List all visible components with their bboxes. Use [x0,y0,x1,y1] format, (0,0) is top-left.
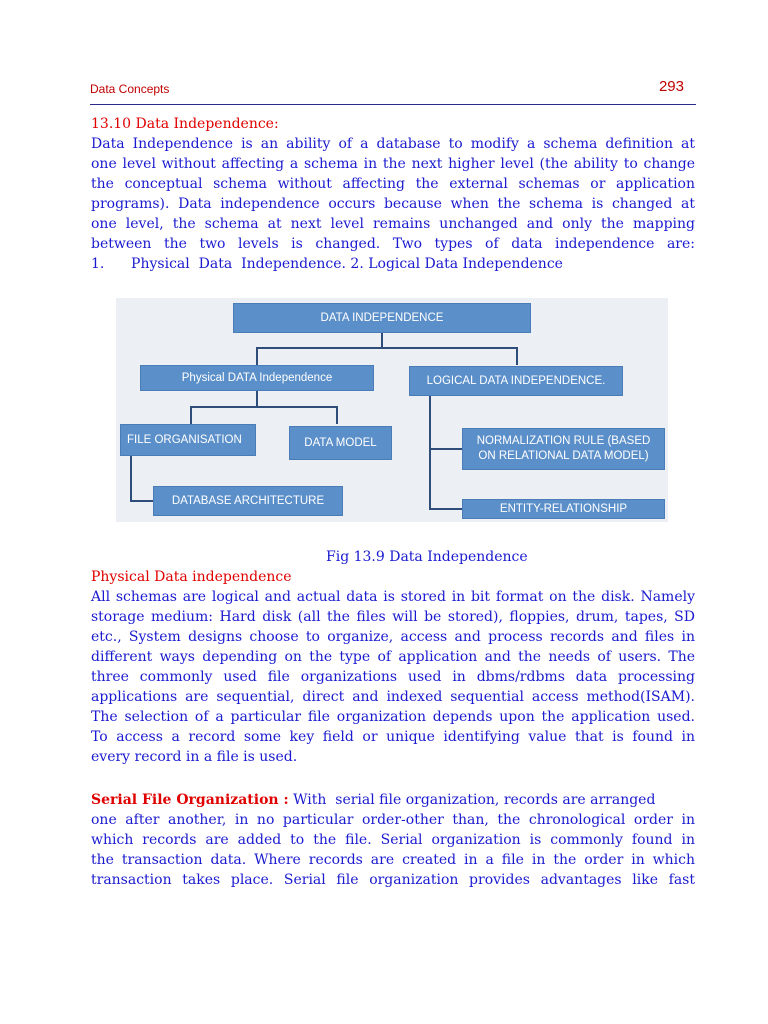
connector [256,347,258,365]
section-13-10 [91,114,695,274]
paragraph-line: All schemas are logical and actual data is stored in bit format on the disk. Namely [91,589,695,605]
connector [516,347,518,365]
connector [190,406,338,408]
connector [130,456,132,502]
entity-relationship-box: ENTITY-RELATIONSHIP [462,499,665,519]
intro-line: programs). Data independence occurs because when the schema is changed at [91,196,695,212]
connector [256,391,258,407]
database-architecture-box: DATABASE ARCHITECTURE [153,486,343,516]
physical-independence-box: Physical DATA Independence [140,365,374,391]
file-organisation-box: FILE ORGANISATION [120,424,256,456]
paragraph-line: the transaction data. Where records are created in a file in the order in which [91,852,695,868]
serial-file-organization-section [91,790,695,890]
paragraph-line: storage medium: Hard disk (all the files will be stored), floppies, drum, tapes, SD [91,609,695,625]
intro-line: one level without affecting a schema in the next higher level (the ability to change [91,156,695,172]
intro-line: the conceptual schema without affecting the external schemas or application [91,176,695,192]
paragraph-line: which records are added to the file. Serial organization is commonly found in [91,832,695,848]
connector [190,406,192,424]
normalization-line-1: NORMALIZATION RULE (BASED [476,435,651,447]
paragraph-line: transaction takes place. Serial file organization provides advantages like fast [91,872,695,888]
paragraph-line: To access a record some key field or unique identifying value that is found in [91,729,695,745]
running-title: Data Concepts [90,82,170,96]
types-line: 1. Physical Data Independence. 2. Logical Data Independence [91,256,563,272]
paragraph-line: three commonly used file organizations used in dbms/rdbms data processing [91,669,695,685]
normalization-rule-box [462,428,665,470]
paragraph-line: every record in a file is used. [91,749,298,765]
data-independence-diagram [116,298,668,522]
connector [336,406,338,424]
section-heading: 13.10 Data Independence: [91,116,279,132]
intro-line: one level, the schema at next level remains unchanged and only the mapping [91,216,695,232]
page-number: 293 [658,78,684,95]
connector [381,333,383,348]
serial-term: Serial File Organization : [91,792,289,808]
paragraph-line: etc., System designs choose to organize, access and process records and files in [91,629,695,645]
serial-first-line [91,790,695,810]
physical-heading: Physical Data independence [91,569,292,585]
data-model-box: DATA MODEL [289,426,392,460]
serial-first-line-rest: With serial file organization, records are arranged [288,792,656,808]
intro-line: between the two levels is changed. Two types of data independence are: [91,236,695,252]
connector [429,448,463,450]
paragraph-line: The selection of a particular file organization depends upon the application used. [91,709,695,725]
connector [130,500,154,502]
connector [429,396,431,510]
figure-caption: Fig 13.9 Data Independence [326,549,528,565]
logical-independence-box: LOGICAL DATA INDEPENDENCE. [409,366,623,396]
physical-data-independence-section [91,567,695,767]
connector [256,347,518,349]
connector [429,508,463,510]
intro-line: Data Independence is an ability of a database to modify a schema definition at [91,136,695,152]
paragraph-line: different ways depending on the type of application and the needs of users. The [91,649,695,665]
normalization-line-2: ON RELATIONAL DATA MODEL) [478,450,649,462]
paragraph-line: one after another, in no particular order-other than, the chronological order in [91,812,695,828]
diagram-root-box: DATA INDEPENDENCE [233,303,531,333]
paragraph-line: applications are sequential, direct and indexed sequential access method(ISAM). [91,689,695,705]
running-header [90,78,696,105]
